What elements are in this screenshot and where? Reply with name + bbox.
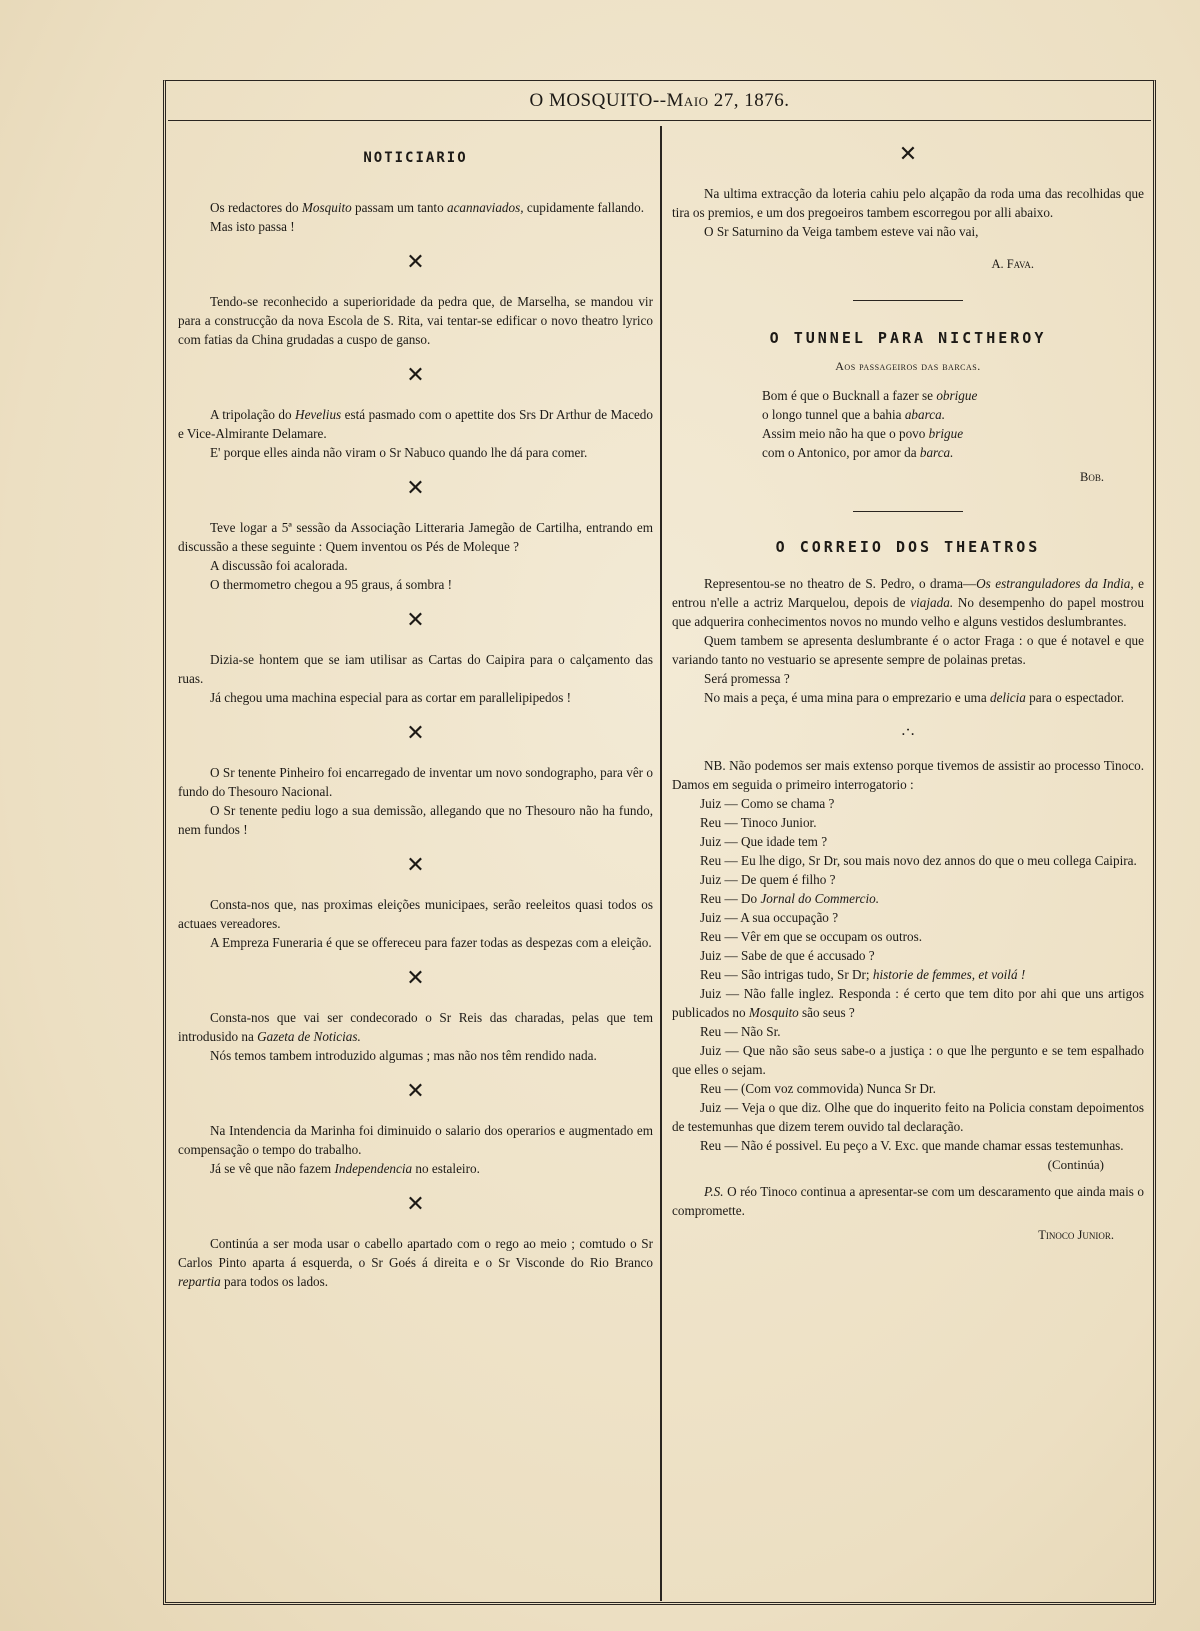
paragraph: Teve logar a 5ª sessão da Associação Litteraria Jamegão de Cartilha, entrando em discussão a these seguinte : Quem inventou os Pés de Moleque ? bbox=[178, 520, 653, 554]
cross-separator bbox=[178, 966, 653, 992]
dialog-line: Reu — São intrigas tudo, Sr Dr; historie de femmes, et voilá ! bbox=[700, 967, 1026, 982]
dialog-line: Juiz — Veja o que diz. Olhe que do inquerito feito na Policia constam depoimentos de testemunhas que dizem terem ouvido tal declaração. bbox=[672, 1100, 1144, 1134]
right-column bbox=[672, 150, 1144, 1245]
paragraph: Os redactores do Mosquito passam um tanto acannaviados, cupidamente fallando. bbox=[210, 200, 645, 215]
paragraph: Quem tambem se apresenta deslumbrante é o actor Fraga : o que é notavel e que variando tanto no vestuario se apresente sempre de polainas pretas. bbox=[672, 633, 1144, 667]
paragraph: A discussão foi acalorada. bbox=[210, 558, 348, 573]
paragraph: A Empreza Funeraria é que se offereceu para fazer todas as despezas com a eleição. bbox=[210, 935, 652, 950]
column-divider bbox=[660, 126, 662, 1601]
cross-separator bbox=[178, 1079, 653, 1105]
signature: Tinoco Junior. bbox=[1038, 1228, 1114, 1242]
subtitle: Aos passageiros das barcas. bbox=[835, 359, 981, 373]
masthead bbox=[168, 90, 1151, 121]
left-column bbox=[178, 150, 653, 1291]
paragraph: Na Intendencia da Marinha foi diminuido o salario dos operarios e augmentado em compensação o tempo do trabalho. bbox=[178, 1123, 653, 1157]
interrogation-dialog bbox=[672, 794, 1144, 1155]
paragraph: Na ultima extracção da loteria cahiu pelo alçapão da roda uma das recolhidas que tira os premios, e um dos pregoeiros tambem escorregou por alli abaixo. bbox=[672, 186, 1144, 220]
cross-separator bbox=[178, 1192, 653, 1218]
cross-separator bbox=[178, 363, 653, 389]
cross-separator bbox=[178, 476, 653, 502]
paragraph: O Sr tenente Pinheiro foi encarregado de inventar um novo sondographo, para vêr o fundo do Thesouro Nacional. bbox=[178, 765, 653, 799]
dialog-line: Reu — (Com voz commovida) Nunca Sr Dr. bbox=[700, 1081, 936, 1096]
cross-separator bbox=[178, 250, 653, 276]
cross-separator bbox=[672, 142, 1144, 168]
dialog-line: Juiz — Sabe de que é accusado ? bbox=[700, 948, 875, 963]
section-title-noticiario: NOTICIARIO bbox=[363, 150, 468, 166]
dialog-line: Reu — Do Jornal do Commercio. bbox=[700, 891, 880, 906]
paragraph: Consta-nos que, nas proximas eleições municipaes, serão reeleitos quasi todos os actuaes vereadores. bbox=[178, 897, 653, 931]
section-title-tunnel: O TUNNEL PARA NICTHEROY bbox=[769, 329, 1047, 347]
cross-separator bbox=[178, 608, 653, 634]
dialog-line: Juiz — De quem é filho ? bbox=[700, 872, 836, 887]
paragraph: Nós temos tambem introduzido algumas ; mas não nos têm rendido nada. bbox=[210, 1048, 597, 1063]
paragraph: Será promessa ? bbox=[704, 671, 790, 686]
dialog-line: Juiz — Como se chama ? bbox=[700, 796, 835, 811]
paragraph: Representou-se no theatro de S. Pedro, o drama—Os estranguladores da India, e entrou n'elle a actriz Marquelou, depois de viajada. No desempenho do papel mostrou que adquerira conhecimentos novos no mundo velho e alguns vestidos deslumbrantes. bbox=[672, 576, 1144, 629]
signature: A. Fava. bbox=[991, 257, 1034, 271]
paragraph: Consta-nos que vai ser condecorado o Sr Reis das charadas, pelas que tem introdusido na Gazeta de Noticias. bbox=[178, 1010, 653, 1044]
dialog-line: Reu — Não Sr. bbox=[700, 1024, 781, 1039]
paragraph: Continúa a ser moda usar o cabello apartado com o rego ao meio ; comtudo o Sr Carlos Pinto aparta á esquerda, o Sr Goés á direita e o Sr Visconde do Rio Branco repartia para todos os lados. bbox=[178, 1236, 653, 1289]
dialog-line: Juiz — Que idade tem ? bbox=[700, 834, 828, 849]
paragraph: O thermometro chegou a 95 graus, á sombra ! bbox=[210, 577, 453, 592]
cross-separator bbox=[178, 853, 653, 879]
poem-line: Assim meio não ha que o povo brigue bbox=[762, 426, 964, 441]
paragraph: Dizia-se hontem que se iam utilisar as Cartas do Caipira para o calçamento das ruas. bbox=[178, 652, 653, 686]
poem-line: com o Antonico, por amor da barca. bbox=[762, 445, 954, 460]
dialog-line: Juiz — Não falle inglez. Responda : é certo que tem dito por ahi que uns artigos publicados no Mosquito são seus ? bbox=[672, 986, 1144, 1020]
poem bbox=[762, 386, 1144, 462]
paragraph: Já chegou uma machina especial para as cortar em parallelipipedos ! bbox=[210, 690, 572, 705]
dialog-line: Reu — Tinoco Junior. bbox=[700, 815, 817, 830]
signature: Bob. bbox=[1080, 470, 1104, 484]
paragraph: Tendo-se reconhecido a superioridade da pedra que, de Marselha, se mandou vir para a construcção da nova Escola de S. Rita, vai tentar-se edificar o novo theatro lyrico com fatias da China grudadas a cuspo de ganso. bbox=[178, 294, 653, 347]
cross-separator bbox=[178, 721, 653, 747]
dialog-line: Reu — Eu lhe digo, Sr Dr, sou mais novo dez annos do que o meu collega Caipira. bbox=[700, 853, 1137, 868]
section-title-correio: O CORREIO DOS THEATROS bbox=[775, 538, 1041, 556]
paragraph: A tripolação do Hevelius está pasmado com o apettite dos Srs Dr Arthur de Macedo e Vice-Almirante Delamare. bbox=[178, 407, 653, 441]
dialog-line: Reu — Não é possivel. Eu peço a V. Exc. que mande chamar essas testemunhas. bbox=[700, 1138, 1124, 1153]
continued-note: (Continúa) bbox=[1047, 1157, 1104, 1172]
dialog-line: Juiz — Que não são seus sabe-o a justiça : o que lhe pergunto e se tem espalhado que elles o sejam. bbox=[672, 1043, 1144, 1077]
paragraph: O Sr tenente pediu logo a sua demissão, allegando que no Thesouro não ha fundo, nem fundos ! bbox=[178, 803, 653, 837]
dialog-line: Juiz — A sua occupação ? bbox=[700, 910, 839, 925]
dialog-line: Reu — Vêr em que se occupam os outros. bbox=[700, 929, 923, 944]
masthead-name: O MOSQUITO-- bbox=[529, 90, 667, 111]
paragraph: P.S. O réo Tinoco continua a apresentar-se com um descaramento que ainda mais o compromette. bbox=[672, 1184, 1144, 1218]
paragraph: No mais a peça, é uma mina para o emprezario e uma delicia para o espectador. bbox=[704, 690, 1124, 705]
paragraph: O Sr Saturnino da Veiga tambem esteve vai não vai, bbox=[704, 224, 979, 239]
paragraph: E' porque elles ainda não viram o Sr Nabuco quando lhe dá para comer. bbox=[210, 445, 588, 460]
poem-line: o longo tunnel que a bahia abarca. bbox=[762, 407, 945, 422]
poem-line: Bom é que o Bucknall a fazer se obrigue bbox=[762, 388, 978, 403]
paragraph: Mas isto passa ! bbox=[210, 219, 295, 234]
masthead-date: Maio 27, 1876. bbox=[666, 90, 790, 111]
paragraph: Já se vê que não fazem Independencia no estaleiro. bbox=[210, 1161, 480, 1176]
ornament-dots: .·. bbox=[901, 722, 915, 739]
paragraph: NB. Não podemos ser mais extenso porque tivemos de assistir ao processo Tinoco. Damos em seguida o primeiro interrogatorio : bbox=[672, 758, 1144, 792]
